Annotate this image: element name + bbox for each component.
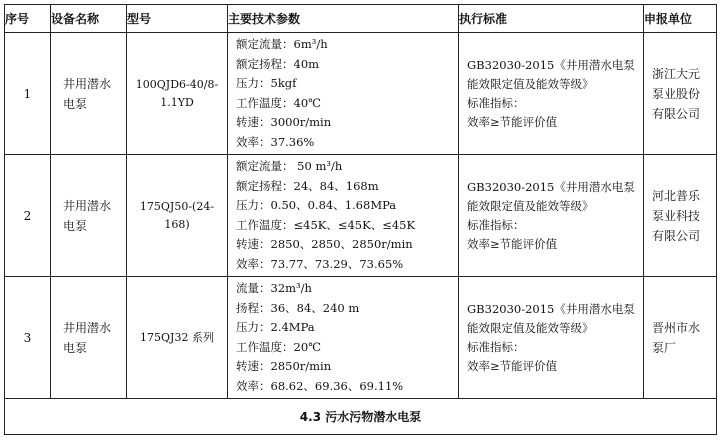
param-line: 流量：32m³/h <box>236 281 312 295</box>
standard-line: 标准指标： <box>467 95 525 110</box>
header-standard: 执行标准 <box>459 5 644 33</box>
table-row <box>5 277 717 399</box>
header-main-params: 主要技术参数 <box>228 5 459 33</box>
standard-line: 能效限定值及能效等级》 <box>467 198 594 213</box>
execution-standard <box>459 33 644 155</box>
device-model: 175QJ50-(24-168) <box>127 155 228 277</box>
standard-line: 标准指标： <box>467 339 525 354</box>
standard-line: 效率≥节能评价值 <box>467 358 558 373</box>
table-header-row <box>5 5 717 33</box>
device-model: 175QJ32 系列 <box>127 277 228 399</box>
section-row <box>5 399 717 435</box>
standard-line: 效率≥节能评价值 <box>467 114 558 129</box>
param-line: 工作温度：20℃ <box>236 339 321 354</box>
param-line: 额定流量：6m³/h <box>236 37 328 51</box>
applicant-unit: 河北普乐泵业科技有限公司 <box>644 155 717 277</box>
standard-line: 效率≥节能评价值 <box>467 236 558 251</box>
header-model: 型号 <box>127 5 228 33</box>
standard-line: 能效限定值及能效等级》 <box>467 320 594 335</box>
row-index: 3 <box>5 277 51 399</box>
param-line: 压力：0.50、0.84、1.68MPa <box>236 198 397 212</box>
tech-params <box>228 277 459 399</box>
param-line: 工作温度：≤45K、≤45K、≤45K <box>236 217 416 232</box>
table-row <box>5 33 717 155</box>
param-line: 转速：2850r/min <box>236 359 332 373</box>
execution-standard <box>459 277 644 399</box>
applicant-unit: 浙江大元泵业股份有限公司 <box>644 33 717 155</box>
param-line: 额定扬程：24、84、168m <box>236 178 379 193</box>
param-line: 转速：3000r/min <box>236 115 332 129</box>
equipment-spec-table <box>4 4 717 435</box>
device-name: 井用潜水电泵 <box>51 33 127 155</box>
standard-line: 标准指标： <box>467 217 525 232</box>
standard-line: 能效限定值及能效等级》 <box>467 76 594 91</box>
device-name: 井用潜水电泵 <box>51 155 127 277</box>
table-row <box>5 155 717 277</box>
standard-line: GB32030-2015《井用潜水电泵 <box>467 57 635 72</box>
param-line: 扬程：36、84、240 m <box>236 300 360 315</box>
param-line: 效率：37.36% <box>236 134 315 149</box>
device-name: 井用潜水电泵 <box>51 277 127 399</box>
param-line: 工作温度：40℃ <box>236 95 321 110</box>
applicant-unit: 晋州市水泵厂 <box>644 277 717 399</box>
row-index: 1 <box>5 33 51 155</box>
param-line: 额定扬程：40m <box>236 56 320 71</box>
param-line: 压力：5kgf <box>236 76 297 90</box>
tech-params <box>228 155 459 277</box>
param-line: 效率：73.77、73.29、73.65% <box>236 256 404 271</box>
param-line: 压力：2.4MPa <box>236 320 315 334</box>
param-line: 效率：68.62、69.36、69.11% <box>236 378 404 393</box>
header-applicant: 申报单位 <box>644 5 717 33</box>
section-title: 4.3 污水污物潜水电泵 <box>5 399 717 435</box>
device-model: 100QJD6-40/8-1.1YD <box>127 33 228 155</box>
header-device-name: 设备名称 <box>51 5 127 33</box>
standard-line: GB32030-2015《井用潜水电泵 <box>467 301 635 316</box>
header-index: 序号 <box>5 5 51 33</box>
execution-standard <box>459 155 644 277</box>
standard-line: GB32030-2015《井用潜水电泵 <box>467 179 635 194</box>
param-line: 额定流量： 50 m³/h <box>236 159 343 173</box>
tech-params <box>228 33 459 155</box>
row-index: 2 <box>5 155 51 277</box>
param-line: 转速：2850、2850、2850r/min <box>236 237 413 251</box>
